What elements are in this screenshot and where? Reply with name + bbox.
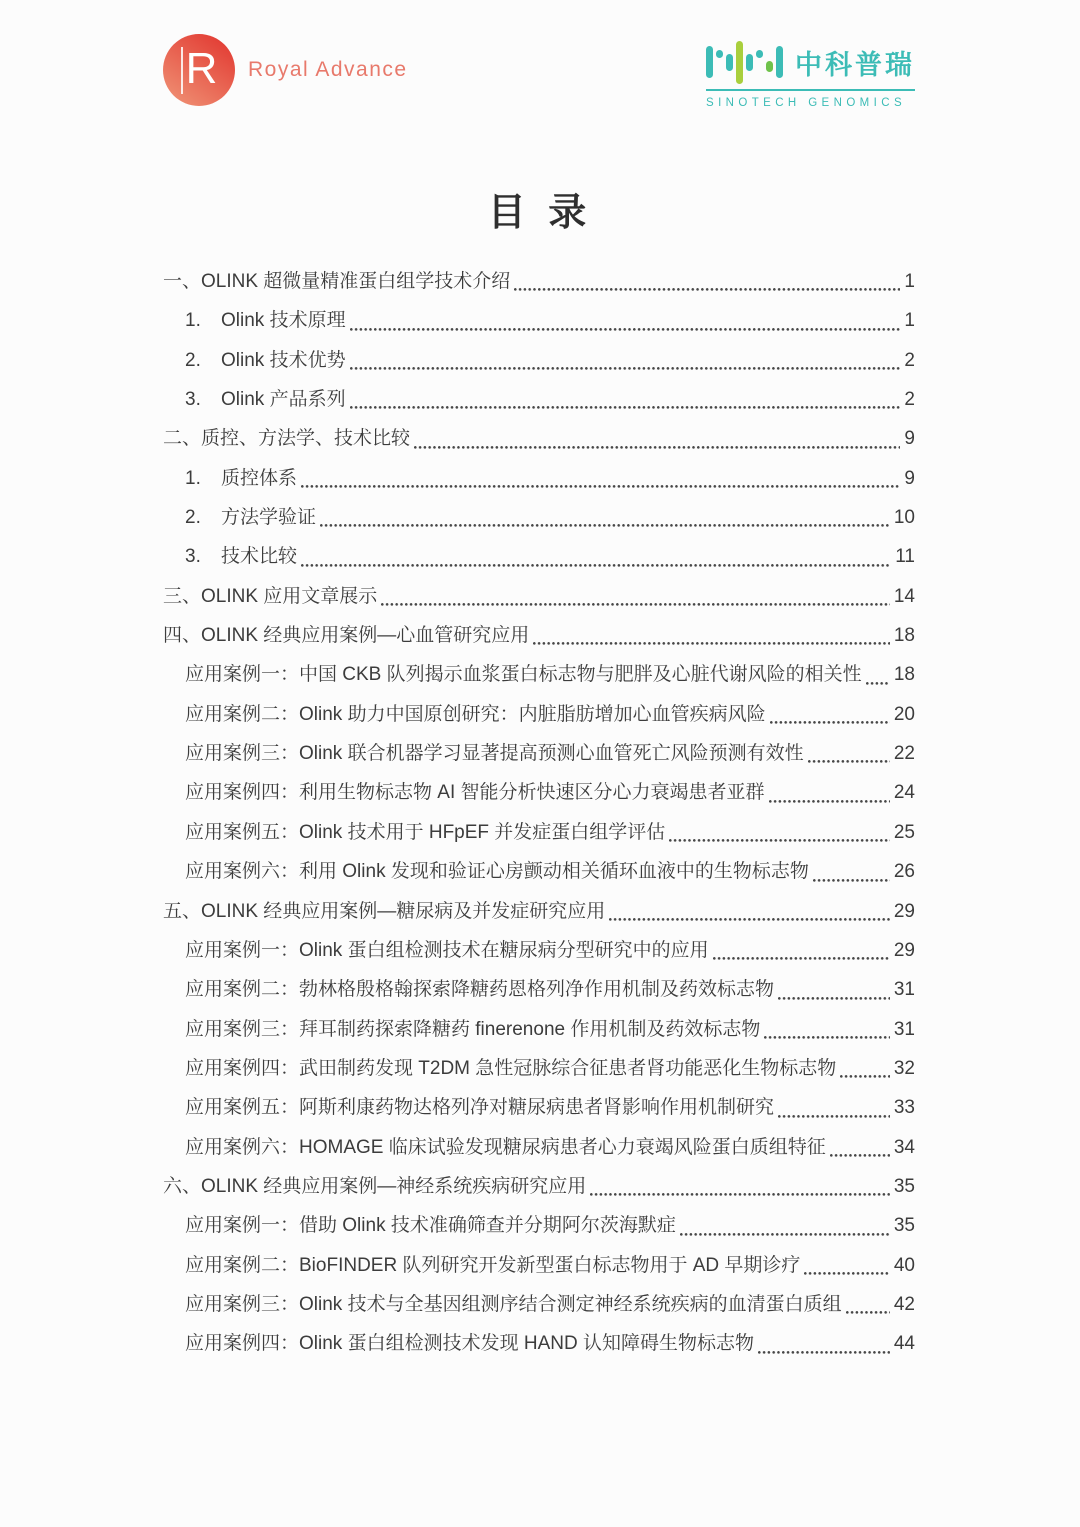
toc-entry-title: 应用案例一：Olink 蛋白组检测技术在糖尿病分型研究中的应用: [185, 939, 709, 961]
toc-entry-page: 20: [893, 703, 915, 725]
toc-entry-page: 22: [893, 743, 915, 765]
toc-entry-page: 1: [904, 310, 915, 332]
toc-entry[interactable]: [163, 773, 915, 812]
toc-entry[interactable]: [163, 616, 915, 655]
toc-entry[interactable]: [163, 1246, 915, 1285]
toc-entry-page: 32: [893, 1057, 915, 1079]
toc-entry[interactable]: [163, 970, 915, 1009]
table-of-contents: [163, 262, 915, 1364]
logo-divider: [706, 89, 915, 91]
toc-entry-number: 3.: [185, 546, 201, 568]
toc-entry-page: 34: [893, 1136, 915, 1158]
toc-dotted-leader: [379, 577, 892, 616]
toc-entry-page: 1: [904, 271, 915, 292]
toc-entry-title: 六、OLINK 经典应用案例—神经系统疾病研究应用: [163, 1175, 587, 1197]
toc-entry-title: 应用案例二：勃林格殷格翰探索降糖药恩格列净作用机制及药效标志物: [185, 979, 775, 1001]
toc-dotted-leader: [767, 773, 892, 812]
toc-entry-title: 方法学验证: [221, 507, 317, 529]
toc-entry[interactable]: [163, 459, 915, 498]
toc-entry[interactable]: [163, 852, 915, 891]
toc-entry[interactable]: [163, 1010, 915, 1049]
toc-entry[interactable]: [163, 1324, 915, 1363]
toc-entry-title: 应用案例三：拜耳制药探索降糖药 finerenone 作用机制及药效标志物: [185, 1018, 761, 1040]
toc-entry-page: 9: [904, 428, 915, 450]
toc-entry-title: 二、质控、方法学、技术比较: [163, 428, 411, 450]
toc-dotted-leader: [531, 616, 892, 655]
toc-dotted-leader: [768, 695, 892, 734]
toc-entry[interactable]: [163, 813, 915, 852]
toc-dotted-leader: [806, 734, 892, 773]
toc-entry-title: 应用案例六：HOMAGE 临床试验发现糖尿病患者心力衰竭风险蛋白质组特征: [185, 1136, 826, 1158]
toc-entry-title: 三、OLINK 应用文章展示: [163, 585, 378, 607]
toc-entry[interactable]: [163, 301, 915, 340]
toc-entry-title: 应用案例四：Olink 蛋白组检测技术发现 HAND 认知障碍生物标志物: [185, 1333, 754, 1355]
toc-entry-title: 一、OLINK 超微量精准蛋白组学技术介绍: [163, 271, 511, 292]
toc-dotted-leader: [678, 1206, 892, 1245]
toc-entry-page: 14: [893, 585, 915, 607]
toc-dotted-leader: [348, 380, 903, 419]
toc-entry[interactable]: [163, 498, 915, 537]
toc-entry[interactable]: [163, 1285, 915, 1324]
toc-entry[interactable]: [163, 419, 915, 458]
toc-entry-page: 26: [893, 861, 915, 883]
toc-entry-title: 应用案例一：中国 CKB 队列揭示血浆蛋白标志物与肥胖及心脏代谢风险的相关性: [185, 664, 862, 686]
toc-entry[interactable]: [163, 1206, 915, 1245]
toc-entry[interactable]: [163, 1128, 915, 1167]
sinotech-wordmark-en: SINOTECH GENOMICS: [706, 97, 907, 109]
toc-entry-page: 42: [893, 1293, 915, 1315]
toc-entry[interactable]: [163, 577, 915, 616]
toc-dotted-leader: [299, 537, 893, 576]
toc-entry[interactable]: [163, 341, 915, 380]
barcode-bars-icon: [706, 40, 783, 84]
royal-advance-logo: [163, 34, 408, 106]
toc-entry-title: 应用案例六：利用 Olink 发现和验证心房颤动相关循环血液中的生物标志物: [185, 861, 809, 883]
toc-dotted-leader: [776, 970, 892, 1009]
toc-entry-title: Olink 技术原理: [221, 310, 346, 332]
toc-entry-title: Olink 产品系列: [221, 389, 346, 411]
toc-entry-title: 应用案例二：BioFINDER 队列研究开发新型蛋白标志物用于 AD 早期诊疗: [185, 1254, 801, 1276]
toc-entry-title: 应用案例四：武田制药发现 T2DM 急性冠脉综合征患者肾功能恶化生物标志物: [185, 1057, 837, 1079]
toc-entry-title: 应用案例二：Olink 助力中国原创研究：内脏脂肪增加心血管疾病风险: [185, 703, 766, 725]
toc-dotted-leader: [711, 931, 892, 970]
page-title: 目 录: [487, 192, 593, 234]
toc-entry-page: 18: [893, 664, 915, 686]
sinotech-genomics-logo: [706, 34, 915, 109]
toc-entry-title: 应用案例四：利用生物标志物 AI 智能分析快速区分心力衰竭患者亚群: [185, 782, 765, 804]
toc-entry-page: 25: [893, 821, 915, 843]
toc-entry-title: 质控体系: [221, 467, 298, 489]
toc-entry[interactable]: [163, 262, 915, 301]
toc-dotted-leader: [811, 852, 892, 891]
toc-entry-title: 应用案例一：借助 Olink 技术准确筛查并分期阿尔茨海默症: [185, 1215, 676, 1237]
toc-entry-page: 9: [904, 467, 915, 489]
toc-entry[interactable]: [163, 1088, 915, 1127]
toc-entry[interactable]: [163, 1167, 915, 1206]
toc-entry-number: 1.: [185, 467, 201, 489]
toc-dotted-leader: [512, 262, 902, 301]
toc-entry-page: 10: [893, 507, 915, 529]
toc-entry-page: 31: [893, 1018, 915, 1040]
toc-entry-title: 应用案例三：Olink 联合机器学习显著提高预测心血管死亡风险预测有效性: [185, 743, 804, 765]
toc-dotted-leader: [762, 1010, 892, 1049]
toc-dotted-leader: [828, 1128, 892, 1167]
toc-entry-title: 应用案例三：Olink 技术与全基因组测序结合测定神经系统疾病的血清蛋白质组: [185, 1293, 842, 1315]
toc-entry-page: 29: [893, 900, 915, 922]
toc-dotted-leader: [776, 1088, 892, 1127]
toc-dotted-leader: [318, 498, 892, 537]
toc-entry-page: 29: [893, 939, 915, 961]
toc-dotted-leader: [607, 892, 892, 931]
toc-dotted-leader: [838, 1049, 892, 1088]
toc-entry[interactable]: [163, 734, 915, 773]
toc-entry[interactable]: [163, 695, 915, 734]
toc-entry-number: 2.: [185, 349, 201, 371]
royal-advance-wordmark: Royal Advance: [248, 58, 408, 81]
royal-advance-circle-icon: [163, 34, 235, 106]
toc-entry-page: 11: [895, 546, 915, 568]
toc-entry[interactable]: [163, 380, 915, 419]
toc-entry-title: Olink 技术优势: [221, 349, 346, 371]
toc-entry[interactable]: [163, 892, 915, 931]
toc-entry-title: 应用案例五：阿斯利康药物达格列净对糖尿病患者肾影响作用机制研究: [185, 1097, 775, 1119]
toc-entry-page: 44: [893, 1333, 915, 1355]
toc-entry-page: 18: [893, 625, 915, 647]
toc-dotted-leader: [348, 301, 903, 340]
toc-entry-title: 四、OLINK 经典应用案例—心血管研究应用: [163, 625, 530, 647]
toc-entry-page: 40: [893, 1254, 915, 1276]
toc-entry-title: 应用案例五：Olink 技术用于 HFpEF 并发症蛋白组学评估: [185, 821, 666, 843]
toc-dotted-leader: [348, 341, 903, 380]
toc-dotted-leader: [802, 1246, 891, 1285]
toc-entry-page: 33: [893, 1097, 915, 1119]
toc-dotted-leader: [412, 419, 902, 458]
toc-entry-page: 2: [904, 389, 915, 411]
royal-advance-monogram: R: [181, 47, 218, 94]
toc-entry-number: 3.: [185, 389, 201, 411]
toc-entry-page: 24: [893, 782, 915, 804]
toc-entry-number: 2.: [185, 507, 201, 529]
toc-entry[interactable]: [163, 537, 915, 576]
toc-entry-page: 35: [893, 1175, 915, 1197]
toc-entry[interactable]: [163, 655, 915, 694]
toc-dotted-leader: [667, 813, 892, 852]
toc-entry[interactable]: [163, 931, 915, 970]
toc-entry-title: 五、OLINK 经典应用案例—糖尿病及并发症研究应用: [163, 900, 606, 922]
toc-entry-page: 31: [893, 979, 915, 1001]
toc-entry-title: 技术比较: [221, 546, 298, 568]
toc-entry[interactable]: [163, 1049, 915, 1088]
toc-entry-page: 35: [893, 1215, 915, 1237]
sinotech-wordmark-cn: 中科普瑞: [795, 49, 915, 80]
page-header: [163, 34, 915, 109]
toc-dotted-leader: [299, 459, 902, 498]
toc-dotted-leader: [588, 1167, 892, 1206]
toc-entry-page: 2: [904, 349, 915, 371]
toc-entry-number: 1.: [185, 310, 201, 332]
toc-dotted-leader: [756, 1324, 892, 1363]
toc-dotted-leader: [844, 1285, 892, 1324]
toc-dotted-leader: [864, 655, 892, 694]
